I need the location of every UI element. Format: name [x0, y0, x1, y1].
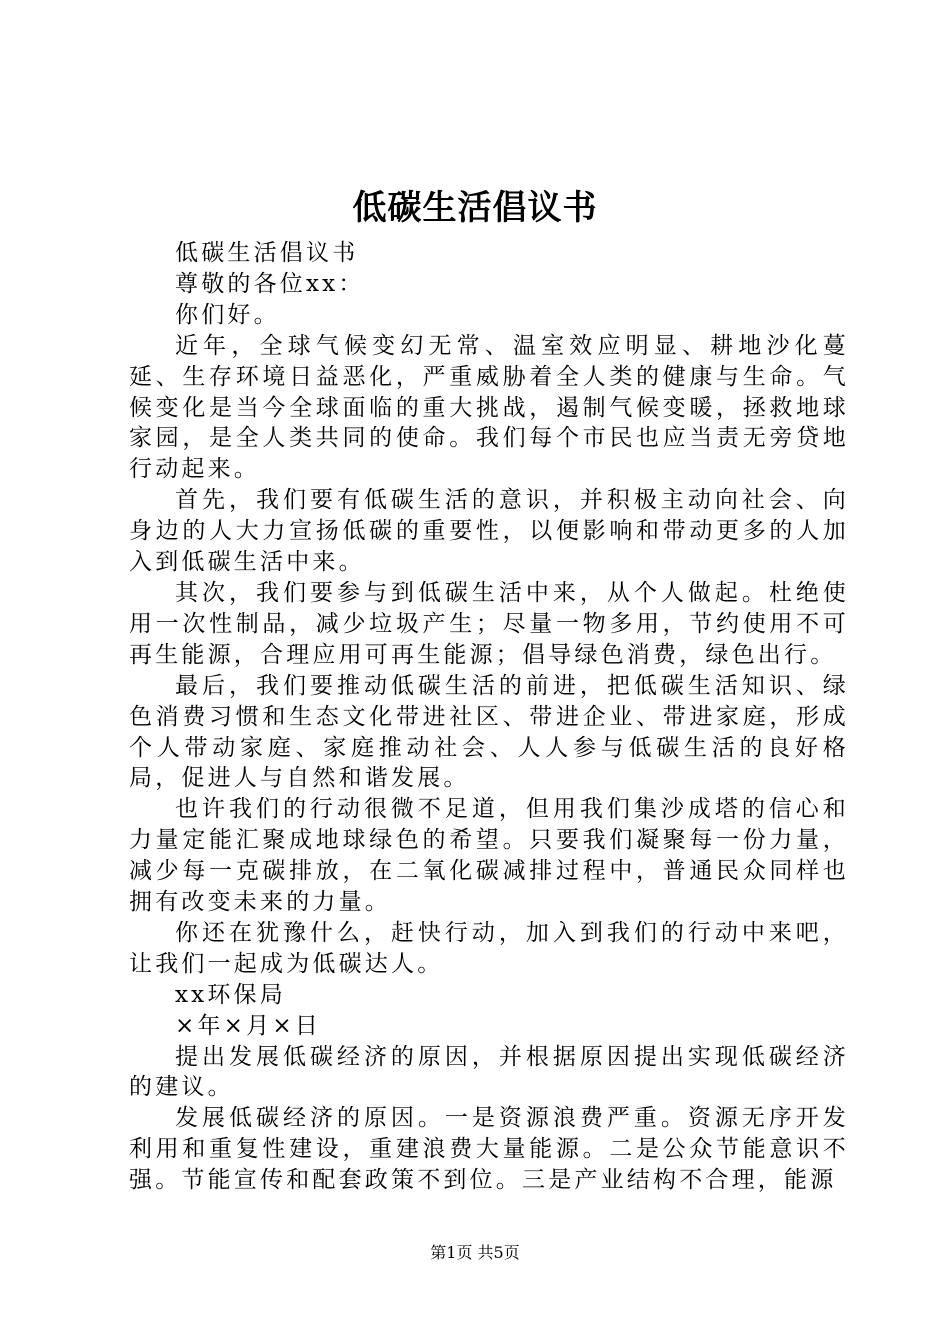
paragraph-call-to-action: 你还在犹豫什么，赶快行动，加入到我们的行动中来吧，让我们一起成为低碳达人。: [129, 919, 849, 977]
paragraph-doc-heading: 低碳生活倡议书: [175, 240, 359, 266]
signature-date: ×年×月×日: [175, 1012, 322, 1039]
document-body: [129, 238, 849, 1196]
page-footer: 第1页 共5页: [430, 1243, 520, 1262]
paragraph-hope: 也许我们的行动很微不足道，但用我们集沙成塔的信心和力量定能汇聚成地球绿色的希望。只要我们凝聚每一份力量，减少每一克碳排放，在二氧化碳减排过程中，普通民众同样也拥有改变未来的力量。: [129, 796, 849, 916]
paragraph-reasons: 发展低碳经济的原因。一是资源浪费严重。资源无序开发利用和重复性建设，重建浪费大量能源。二是公众节能意识不强。节能宣传和配套政策不到位。三是产业结构不合理，能源: [129, 1105, 849, 1194]
signature-org: xx环保局: [175, 981, 286, 1008]
paragraph-second: 其次，我们要参与到低碳生活中来，从个人做起。杜绝使用一次性制品，减少垃圾产生；尽量一物多用，节约使用不可再生能源，合理应用可再生能源；倡导绿色消费，绿色出行。: [129, 579, 849, 668]
paragraph-last: 最后，我们要推动低碳生活的前进，把低碳生活知识、绿色消费习惯和生态文化带进社区、带进企业、带进家庭，形成个人带动家庭、家庭推动社会、人人参与低碳生活的良好格局，促进人与自然和谐发展。: [129, 672, 849, 792]
paragraph-greeting: 你们好。: [175, 301, 280, 328]
page-title: 低碳生活倡议书: [352, 188, 598, 228]
paragraph-first: 首先，我们要有低碳生活的意识，并积极主动向社会、向身边的人大力宣扬低碳的重要性，以便影响和带动更多的人加入到低碳生活中来。: [129, 487, 849, 576]
paragraph-question: 提出发展低碳经济的原因，并根据原因提出实现低碳经济的建议。: [129, 1043, 849, 1101]
paragraph-salutation: 尊敬的各位xx：: [175, 270, 365, 297]
paragraph-intro: 近年，全球气候变幻无常、温室效应明显、耕地沙化蔓延、生存环境日益恶化，严重威胁着全人类的健康与生命。气候变化是当今全球面临的重大挑战，遏制气候变暖，拯救地球家园，是全人类共同的使命。我们每个市民也应当责无旁贷地行动起来。: [129, 332, 849, 483]
